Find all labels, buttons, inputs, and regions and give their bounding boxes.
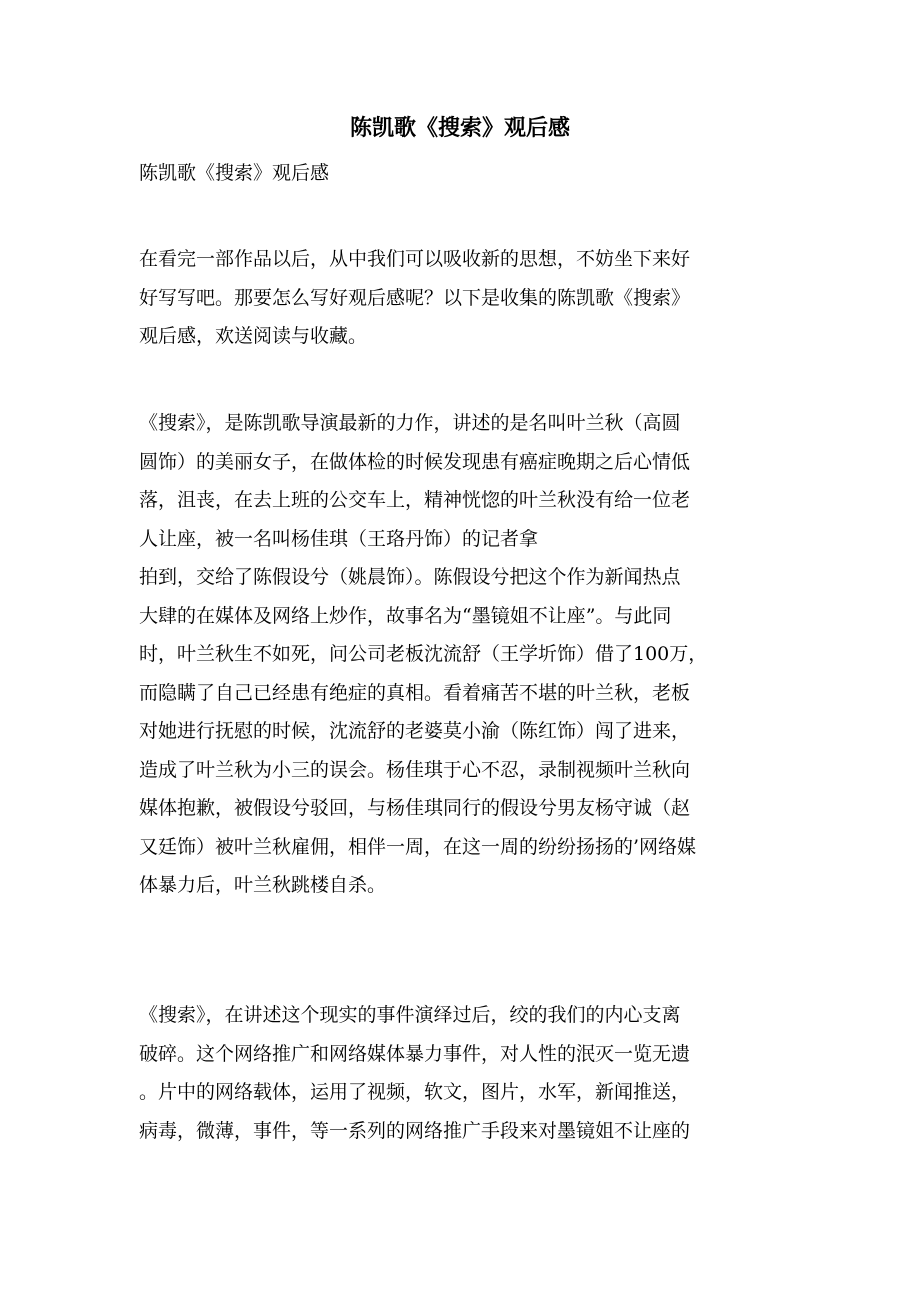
text-line: 破碎。这个网络推广和网络媒体暴力事件，对人性的泯灭一览无遗 — [139, 1042, 691, 1065]
text-line: 对她进行抚慰的时候，沈流舒的老婆莫小渝（陈红饰）闯了进来， — [139, 720, 691, 742]
text-line: 又廷饰）被叶兰秋雇佣，相伴一周，在这一周的纷纷扬扬的’网络媒 — [139, 835, 697, 858]
document-title: 陈凯歌《搜索》观后感 — [349, 115, 570, 141]
text-line: 好写写吧。那要怎么写好观后感呢？以下是收集的陈凯歌《搜索》 — [139, 286, 691, 309]
text-line: 《搜索》，在讲述这个现实的事件演绎过后，绞的我们的内心支离 — [139, 1004, 681, 1026]
text-line: 大肆的在媒体及网络上炒作，故事名为“墨镜姐不让座”。与此同 — [139, 604, 672, 627]
text-line: 圆饰）的美丽女子，在做体检的时候发现患有癌症晚期之后心情低 — [139, 450, 691, 473]
text-line: 人让座，被一名叫杨佳琪（王珞丹饰）的记者拿 — [139, 527, 539, 550]
text-line: 病毒，微薄，事件，等一系列的网络推广手段来对墨镜姐不让座的 — [139, 1119, 691, 1142]
text-line: 体暴力后，叶兰秋跳楼自杀。 — [139, 874, 387, 896]
text-line: 时，叶兰秋生不如死，问公司老板沈流舒（王学圻饰）借了100万， — [139, 643, 708, 665]
text-line: 在看完一部作品以后，从中我们可以吸收新的思想，不妨坐下来好 — [139, 248, 691, 270]
paragraph-plot-summary — [139, 404, 789, 905]
paragraph-intro — [139, 240, 789, 356]
text-line: 观后感，欢送阅读与收藏。 — [139, 325, 368, 347]
text-line: 拍到，交给了陈假设兮（姚晨饰）。陈假设兮把这个作为新闻热点 — [139, 566, 681, 588]
paragraph-commentary — [139, 996, 789, 1150]
text-line: 媒体抱歉，被假设兮驳回，与杨佳琪同行的假设兮男友杨守诚（赵 — [139, 797, 691, 819]
document-subtitle: 陈凯歌《搜索》观后感 — [139, 162, 330, 184]
text-line: 而隐瞒了自己已经患有绝症的真相。看着痛苦不堪的叶兰秋，老板 — [139, 681, 691, 704]
text-line: 。片中的网络载体，运用了视频，软文，图片，水军，新闻推送， — [139, 1081, 691, 1103]
text-line: 造成了叶兰秋为小三的误会。杨佳琪于心不忍，录制视频叶兰秋向 — [139, 758, 691, 781]
text-line: 落，沮丧，在去上班的公交车上，精神恍惚的叶兰秋没有给一位老 — [139, 489, 691, 511]
text-line: 《搜索》，是陈凯歌导演最新的力作，讲述的是名叫叶兰秋（高圆 — [139, 412, 681, 434]
